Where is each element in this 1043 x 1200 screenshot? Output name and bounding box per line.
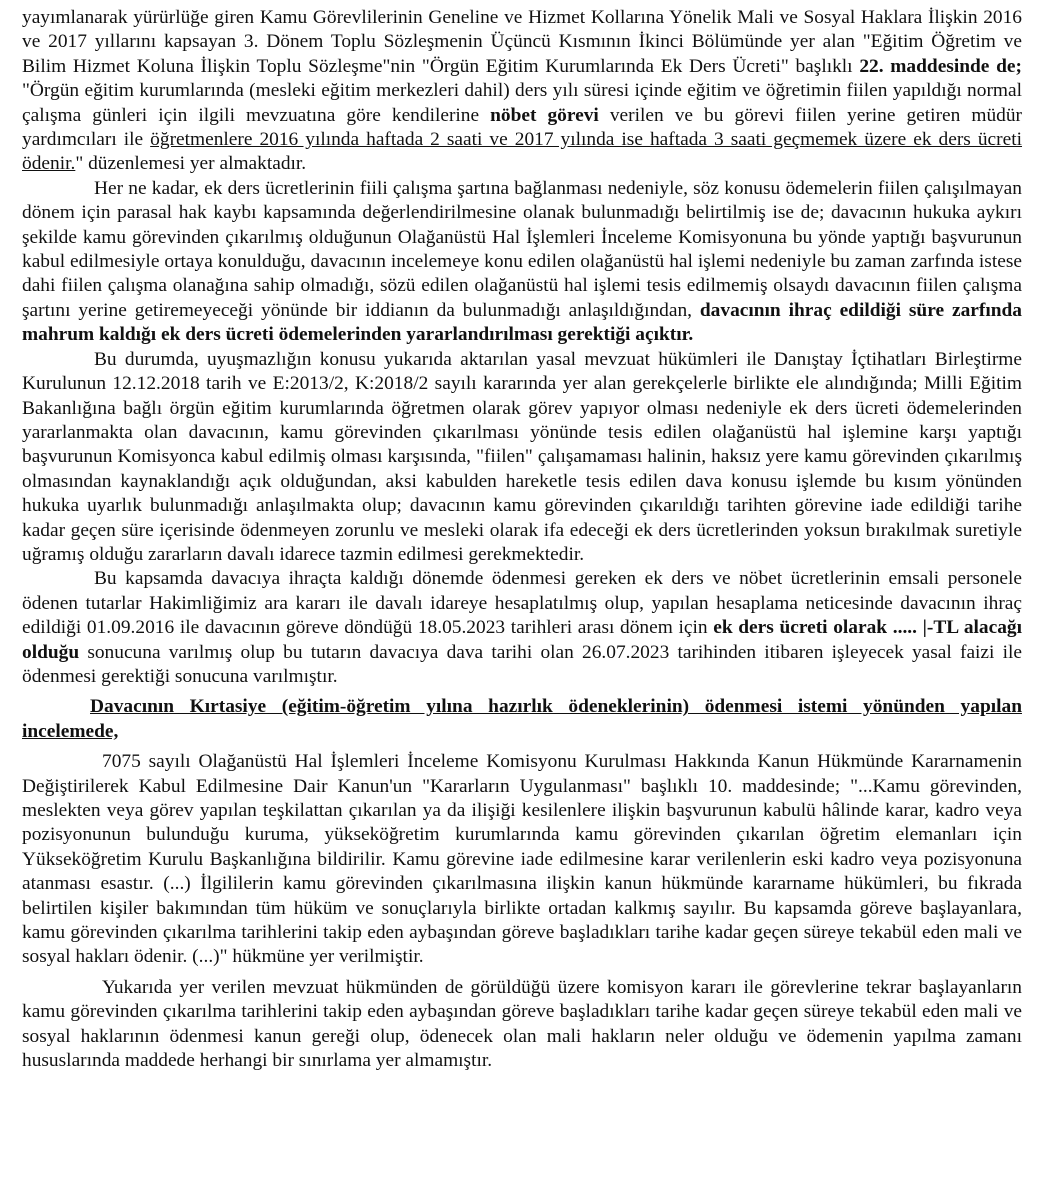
text-segment: Her ne kadar, ek ders ücretlerinin fiili çalışma şartına bağlanması nedeniyle, söz konusu ödemelerin fiilen çalışılmayan dönem için parasal hak kaybı kapsamında değerlendirilmesine olanak bulunmadığı belirtilmiş ise de; davacının hukuka aykırı şekilde kamu görevinden çıkarılmış olduğunun Olağanüstü Hal İşlemleri İnceleme Komisyonuna bu yönde yaptığı başvurunun kabul edilmesiyle ortaya konulduğu, davacının incelemeye konu edilen olağanüstü hal işlemi nedeniyle bu zaman zarfında istese dahi fiilen çalışma olanağına sahip olmadığı, sözü edilen olağanüstü hal işlemi tesis edilmemiş olsaydı davacının fiilen çalışma şartını yerine getiremeyeceği yönünde bir iddianın da bulunmadığı anlaşıldığından, — [22, 177, 1022, 321]
paragraph-collective-agreement — [22, 6, 1022, 177]
text-segment: verilen ve bu görevi fiilen yerine getiren müdür yardımcıları ile — [22, 104, 1022, 151]
bold-duty-term: nöbet görevi — [490, 104, 599, 126]
section-heading — [22, 695, 1022, 744]
text-segment: Bu kapsamda davacıya ihraçta kaldığı dönemde ödenmesi gereken ek ders ve nöbet ücretlerinin emsali personele ödenen tutarlar Hakimliğimiz ara kararı ile davalı idareye hesaplatılmış olup, yapılan hesaplama neticesinde davacının ihraç edildiği 01.09.2016 ile davacının göreve döndüğü 18.05.2023 tarihleri arası dönem için — [22, 568, 1022, 639]
text-segment: yayımlanarak yürürlüğe giren Kamu Görevlilerinin Geneline ve Hizmet Kollarına Yönelik Mali ve Sosyal Haklara İlişkin 2016 ve 2017 yıllarını kapsayan 3. Dönem Toplu Sözleşmenin Üçüncü Kısmının İkinci Bölümünde yer alan "Eğitim Öğretim ve Bilim Hizmet Koluna İlişkin Toplu Sözleşme"nin "Örgün Eğitim Kurumlarında Ek Ders Ücreti" başlıklı — [22, 7, 1022, 77]
heading-text: Davacının Kırtasiye (eğitim-öğretim yılına hazırlık ödeneklerinin) ödenmesi istemi yönünden yapılan incelemede, — [22, 696, 1022, 742]
text-segment: "Örgün eğitim kurumlarında (mesleki eğitim merkezleri dahil) ders yılı süresi içinde eğitim ve öğretimin fiilen yapıldığı normal çalışma günleri için ilgili mevzuatına göre kendilerine — [22, 80, 1022, 126]
paragraph-law-7075 — [22, 750, 1022, 970]
paragraph-actual-work — [22, 177, 1022, 348]
text-segment: sonucuna varılmış olup bu tutarın davacıya dava tarihi olan 26.07.2023 tarihinden itibaren işleyecek yasal faizi ile ödenmesi gerektiği sonucuna varılmıştır. — [22, 641, 1022, 687]
bold-conclusion: davacının ihraç edildiği süre zarfında mahrum kaldığı ek ders ücreti ödemelerinden yararlandırılması gerektiği açıktır. — [22, 299, 1022, 346]
text-segment: Yukarıda yer verilen mevzuat hükmünden de görüldüğü üzere komisyon kararı ile görevlerine tekrar başlayanların kamu görevinden çıkarılma tarihlerini takip eden aybaşından göreve başladıkları tarihe kadar geçen süreye tekabül eden mali ve sosyal haklarının ödenmesi kanun gereği olup, ödenecek olan mali hakların neler olduğu ve ödemenin yapılma zamanı hususlarında maddede herhangi bir sınırlama yer almamıştır. — [22, 976, 1022, 1072]
underlined-hours-clause: öğretmenlere 2016 yılında haftada 2 saati ve 2017 yılında ise haftada 3 saati geçmemek üzere ek ders ücreti ödenir. — [22, 129, 1023, 175]
text-segment: " düzenlemesi yer almaktadır. — [75, 153, 307, 175]
paragraph-calculation — [22, 567, 1022, 689]
text-segment: 7075 sayılı Olağanüstü Hal İşlemleri İnceleme Komisyonu Kurulması Hakkında Kanun Hükmünde Kararnamenin Değiştirilerek Kabul Edilmesine Dair Kanun'un "Kararların Uygulanması" başlıklı 10. maddesinde; "...Kamu görevinden, meslekten veya görev yapılan teşkilattan çıkarılan ya da ilişiği kesilenlere ilişkin başvurunun kabulü hâlinde karar, kadro veya pozisyonunun bulunduğu kuruma, yükseköğretim kurumlarında kamu görevinden çıkarılan öğretim elemanları için Yükseköğretim Kurulu Başkanlığına bildirilir. Kamu görevine iade edilmesine karar verilenlerin eski kadro veya pozisyonuna atanması esastır. (...) İlgililerin kamu görevinden çıkarılmasına ilişkin kanun hükmünde kararname hükümleri, bu fıkrada belirtilen kişiler bakımından tüm hüküm ve sonuçlarıyla birlikte ortadan kalkmış sayılır. Bu kapsamda göreve başlayanlara, kamu görevinden çıkarılma tarihlerini takip eden aybaşından göreve başladıkları tarihe kadar geçen süreye tekabül eden mali ve sosyal hakları ödenir. (...)" hükmüne yer verilmiştir. — [22, 751, 1022, 968]
paragraph-council-decision — [22, 348, 1022, 568]
bold-amount: ek ders ücreti olarak ..... |-TL alacağı olduğu — [22, 617, 1022, 663]
paragraph-evaluation — [22, 976, 1022, 1074]
text-segment: Bu durumda, uyuşmazlığın konusu yukarıda aktarılan yasal mevzuat hükümleri ile Danıştay İçtihatları Birleştirme Kurulunun 12.12.2018 tarih ve E:2013/2, K:2018/2 sayılı kararında yer alan gerekçelerle birlikte ele alındığında; Milli Eğitim Bakanlığına bağlı örgün eğitim kurumlarında öğretmen olarak görev yapıyor olması nedeniyle ek ders ücreti ödemelerinden yararlanmakta olan davacının, kamu görevinden çıkarılması yönünde tesis edilen olağanüstü hal işlemine karşı yaptığı başvurunun Komisyonca kabul edilmiş olması karşısında, "fiilen" çalışamaması halinin, haksız yere kamu görevinden çıkarılmış olmasından kaynaklandığı açık olduğundan, aksi kabulden hareketle tesis edilen dava konusu işlemde bu kısım yönünden hukuka uyarlık bulunmadığı anlaşılmakta olup; davacının kamu görevinden çıkarıldığı tarihten görevine iade edildiği tarihe kadar geçen süre içerisinde ödenmeyen zorunlu ve mesleki olarak ifa edeceği ek ders ücretlerinden yoksun bırakılmak suretiyle uğramış olduğu zararların davalı idarece tazmin edilmesi gerekmektedir. — [22, 348, 1022, 565]
document-page — [22, 6, 1022, 1073]
bold-article-ref: 22. maddesinde de; — [859, 55, 1022, 77]
